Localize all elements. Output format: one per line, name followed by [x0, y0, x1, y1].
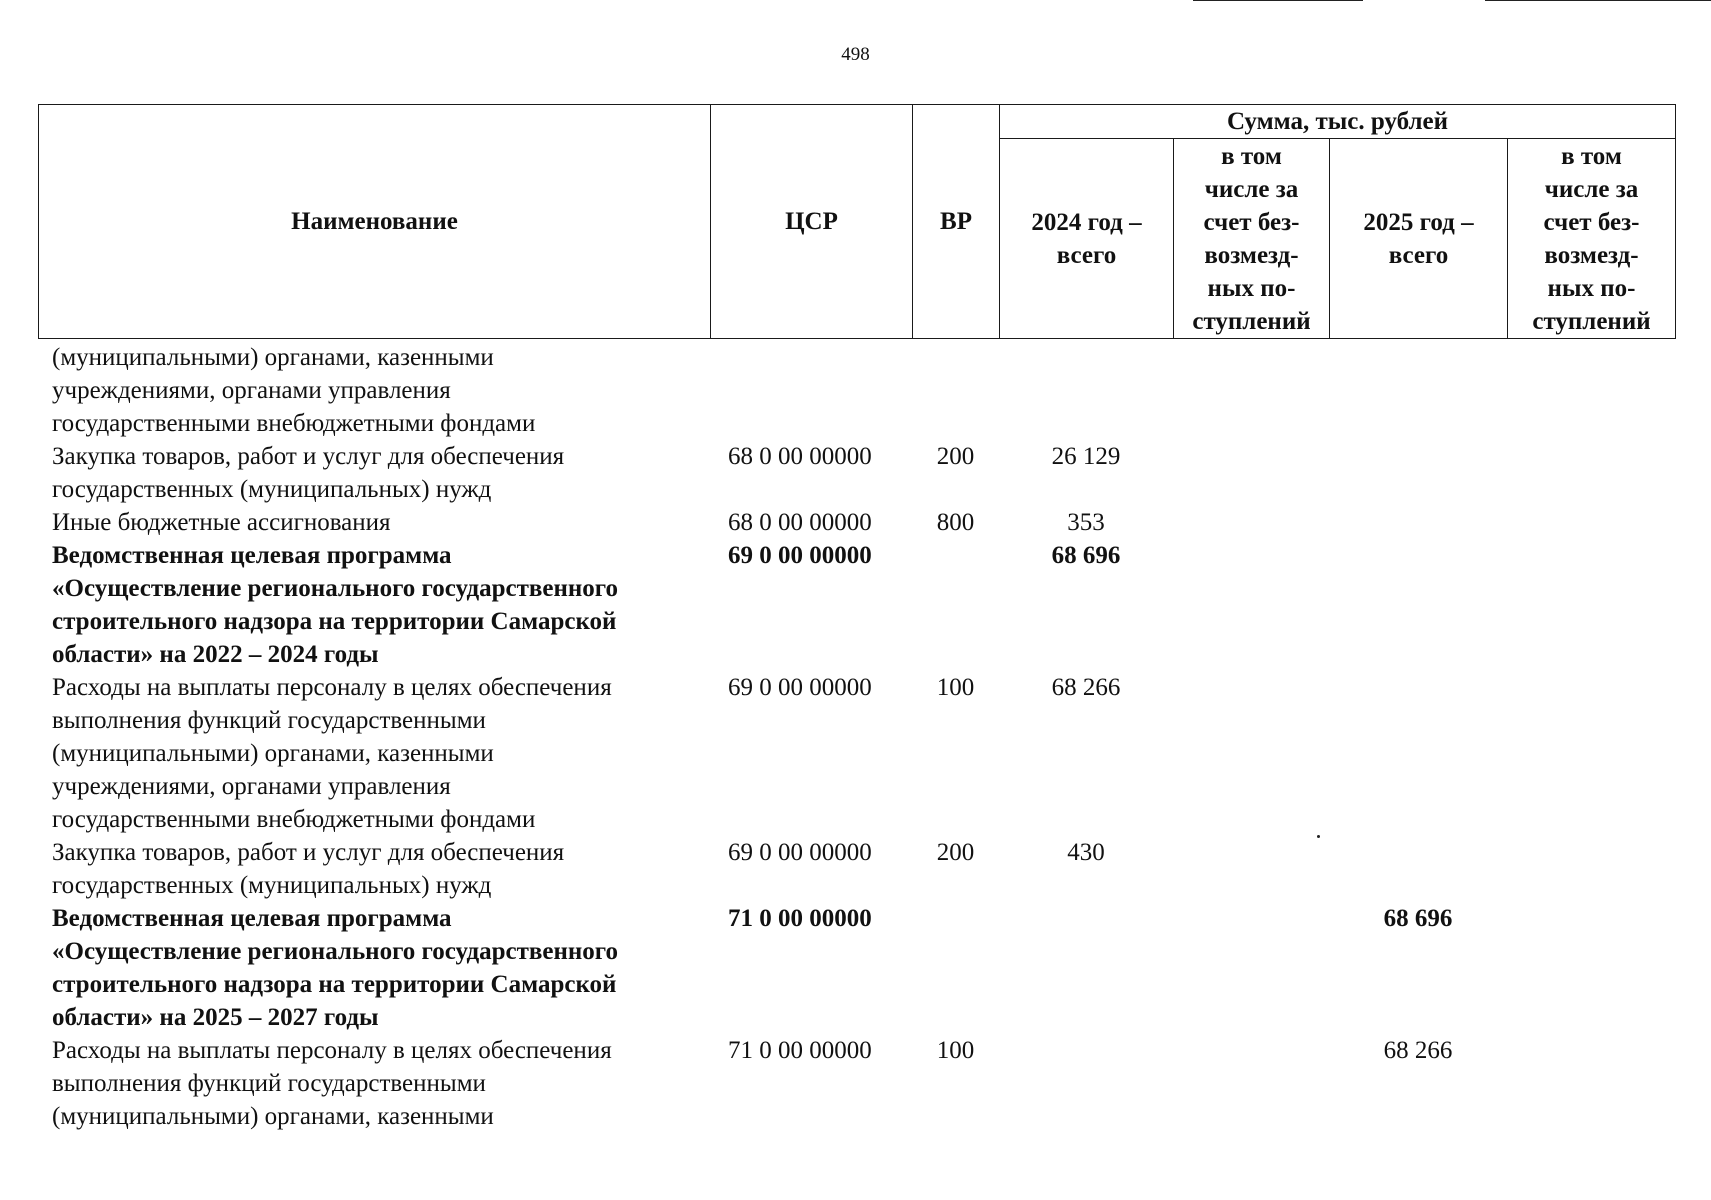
table-row [38, 539, 1675, 671]
name-line: государственных (муниципальных) нужд [52, 872, 492, 899]
cell-vr [912, 902, 999, 1034]
name-line: (муниципальными) органами, казенными [52, 1103, 494, 1130]
header-line: в том [1561, 143, 1622, 170]
cell-y2024 [999, 1034, 1173, 1133]
cell-y2024-free [1173, 902, 1329, 1034]
table-row [38, 506, 1675, 539]
header-line: ных по- [1207, 275, 1296, 302]
name-line: выполнения функций государственными [52, 1070, 486, 1097]
cell-name [38, 836, 710, 902]
name-line: Ведомственная целевая программа [52, 542, 452, 569]
cell-y2025 [1329, 836, 1507, 902]
cell-y2025-free [1507, 440, 1675, 506]
cell-y2024: 68 266 [1051, 674, 1121, 701]
table-row [38, 440, 1675, 506]
table-row [38, 836, 1675, 902]
cell-csr: 71 0 00 00000 [728, 905, 872, 932]
cell-csr: 68 0 00 00000 [728, 443, 872, 470]
name-line: Иные бюджетные ассигнования [52, 509, 391, 536]
cell-y2025 [1329, 506, 1507, 539]
header-line: счет без- [1203, 209, 1300, 236]
scan-dot [1317, 835, 1320, 838]
name-line: (муниципальными) органами, казенными [52, 344, 494, 371]
table-row [38, 902, 1675, 1034]
cell-y2024: 430 [1067, 839, 1105, 866]
header-line: возмезд- [1544, 242, 1639, 269]
name-line: области» на 2022 – 2024 годы [52, 641, 379, 668]
table-row [38, 1034, 1675, 1133]
cell-y2025 [1329, 671, 1507, 836]
cell-y2024: 353 [1067, 509, 1105, 536]
cell-y2025: 68 696 [1383, 905, 1453, 932]
cell-csr [710, 341, 912, 440]
name-line: Расходы на выплаты персоналу в целях обеспечения [52, 1037, 612, 1064]
name-line: строительного надзора на территории Самарской [52, 971, 617, 998]
header-line: в том [1221, 143, 1282, 170]
cell-y2025-free [1507, 671, 1675, 836]
cell-name [38, 506, 710, 539]
cell-y2025-free [1507, 506, 1675, 539]
cell-y2025-free [1507, 341, 1675, 440]
name-line: Ведомственная целевая программа [52, 905, 452, 932]
cell-y2025-free [1507, 836, 1675, 902]
table-body [38, 341, 1675, 1133]
name-line: строительного надзора на территории Самарской [52, 608, 617, 635]
cell-y2024-free [1173, 341, 1329, 440]
header-line: ных по- [1547, 275, 1636, 302]
name-line: Расходы на выплаты персоналу в целях обеспечения [52, 674, 612, 701]
name-line: государственных (муниципальных) нужд [52, 476, 492, 503]
cell-y2025-free [1507, 539, 1675, 671]
name-line: выполнения функций государственными [52, 707, 486, 734]
cell-vr: 200 [936, 443, 975, 470]
header-line: возмезд- [1204, 242, 1299, 269]
header-line: ступлений [1532, 308, 1651, 335]
header-line: всего [1056, 241, 1117, 269]
cell-vr [912, 341, 999, 440]
header-line: числе за [1544, 176, 1639, 203]
cell-y2024: 26 129 [1051, 443, 1121, 470]
name-line: «Осуществление регионального государственного [52, 938, 619, 965]
name-line: Закупка товаров, работ и услуг для обеспечения [52, 443, 565, 470]
cell-csr: 68 0 00 00000 [728, 509, 872, 536]
scan-line-top-right [1193, 0, 1363, 1]
header-line: счет без- [1543, 209, 1640, 236]
cell-y2025-free [1507, 1034, 1675, 1133]
name-line: Закупка товаров, работ и услуг для обеспечения [52, 839, 565, 866]
name-line: (муниципальными) органами, казенными [52, 740, 494, 767]
cell-name [38, 440, 710, 506]
cell-y2024-free [1173, 1034, 1329, 1133]
header-vr: ВР [913, 105, 1000, 339]
header-2025-total [1330, 139, 1508, 339]
cell-y2024-free [1173, 506, 1329, 539]
cell-y2024 [999, 341, 1173, 440]
name-line: области» на 2025 – 2027 годы [52, 1004, 379, 1031]
name-line: учреждениями, органами управления [52, 773, 451, 800]
cell-y2024 [999, 902, 1173, 1034]
cell-vr: 100 [936, 674, 975, 701]
cell-name [38, 539, 710, 671]
header-2025-free [1508, 139, 1676, 339]
cell-y2024: 68 696 [1051, 542, 1121, 569]
cell-csr: 69 0 00 00000 [728, 839, 872, 866]
header-csr: ЦСР [711, 105, 913, 339]
header-sum-group: Сумма, тыс. рублей [1000, 105, 1676, 139]
cell-y2024-free [1173, 440, 1329, 506]
cell-y2025 [1329, 440, 1507, 506]
name-line: «Осуществление регионального государственного [52, 575, 619, 602]
cell-csr: 69 0 00 00000 [728, 542, 872, 569]
header-line: 2024 год – [1031, 208, 1142, 236]
header-2024-free [1174, 139, 1330, 339]
name-line: учреждениями, органами управления [52, 377, 451, 404]
header-name: Наименование [39, 105, 711, 339]
cell-name [38, 671, 710, 836]
cell-name [38, 1034, 710, 1133]
cell-y2024-free [1173, 539, 1329, 671]
cell-y2024-free [1173, 836, 1329, 902]
name-line: государственными внебюджетными фондами [52, 806, 536, 833]
table-header [38, 104, 1676, 339]
header-line: всего [1388, 241, 1449, 269]
cell-vr: 100 [936, 1037, 975, 1064]
cell-y2025-free [1507, 902, 1675, 1034]
page-number: 498 [841, 44, 870, 65]
table-row [38, 671, 1675, 836]
header-line: ступлений [1192, 308, 1311, 335]
cell-vr: 200 [936, 839, 975, 866]
table-row [38, 341, 1675, 440]
cell-y2025 [1329, 539, 1507, 671]
cell-name [38, 341, 710, 440]
cell-vr: 800 [936, 509, 975, 536]
header-line: числе за [1204, 176, 1299, 203]
cell-csr: 71 0 00 00000 [728, 1037, 872, 1064]
cell-name [38, 902, 710, 1034]
cell-y2024-free [1173, 671, 1329, 836]
header-2024-total [1000, 139, 1174, 339]
scan-line-top-right-2 [1485, 0, 1711, 1]
cell-y2025 [1329, 341, 1507, 440]
header-line: 2025 год – [1363, 208, 1474, 236]
cell-csr: 69 0 00 00000 [728, 674, 872, 701]
name-line: государственными внебюджетными фондами [52, 410, 536, 437]
cell-y2025: 68 266 [1383, 1037, 1453, 1064]
cell-vr [912, 539, 999, 671]
